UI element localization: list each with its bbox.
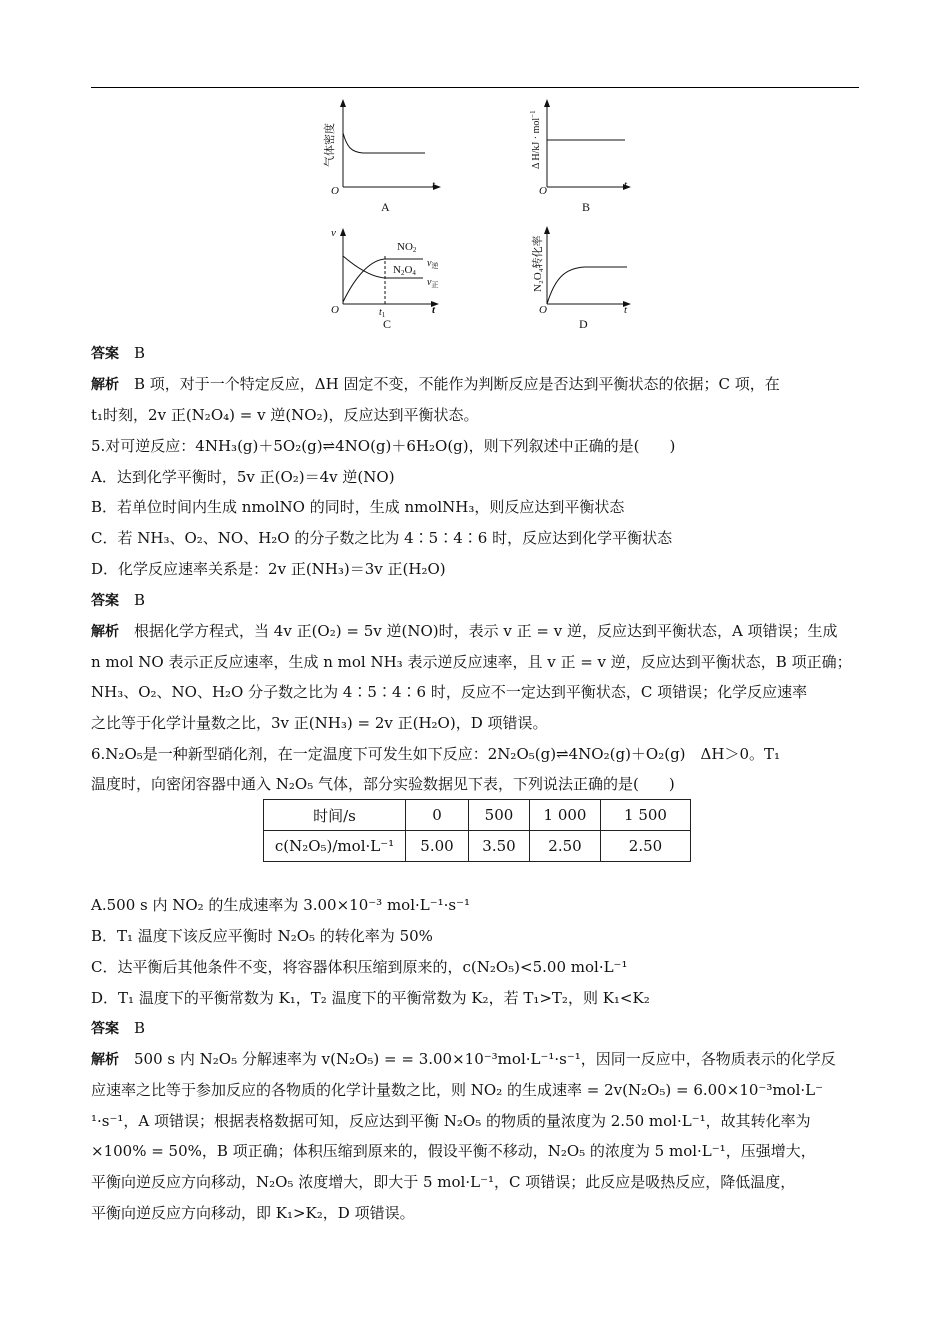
fig-a-y-axis-label: 气体密度 <box>324 123 336 167</box>
analysis-6: 解析 500 s 内 N₂O₅ 分解速率为 v(N₂O₅) = = 3.00×10⁻³mol·L⁻¹·s⁻¹，因同一反应中，各物质表示的化学反 <box>91 1050 836 1068</box>
fig-a-origin: O <box>331 185 339 197</box>
table-row <box>264 831 691 862</box>
figure-d <box>525 222 665 334</box>
fig-c-t1-label: t <box>379 307 382 318</box>
fig-c-no2-sub: 2 <box>412 246 417 254</box>
table-cell: 2.50 <box>601 831 691 862</box>
analysis-5-line-2: n mol NO 表示正反应速率，生成 n mol NH₃ 表示逆反应速率，且 v 正 = v 逆，反应达到平衡状态，B 项正确； <box>91 653 852 671</box>
table-cell: 3.50 <box>469 831 530 862</box>
table-row-label: c(N₂O₅)/mol·L⁻¹ <box>264 831 406 862</box>
table-header: 0 <box>406 800 469 831</box>
fig-c-no2-label: NO <box>397 241 413 253</box>
fig-d-origin: O <box>539 304 547 316</box>
fig-c-v-reverse-label: v <box>427 258 432 269</box>
analysis-5-line-4: 之比等于化学计量数之比，3v 正(NH₃) = 2v 正(H₂O)，D 项错误。 <box>91 714 548 732</box>
analysis-5: 解析 根据化学方程式，当 4v 正(O₂) = 5v 逆(NO)时，表示 v 正 = v 逆，反应达到平衡状态，A 项错误；生成 <box>91 622 838 640</box>
fig-b-y-axis-sup: −1 <box>529 110 537 118</box>
header-rule <box>91 87 859 88</box>
answer-6: 答案 B <box>91 1019 146 1037</box>
fig-b-origin: O <box>539 185 547 197</box>
question-5: 5.对可逆反应：4NH₃(g)＋5O₂(g)⇌4NO(g)＋6H₂O(g)，则下列叙述中正确的是( ) <box>91 437 676 455</box>
figure-c <box>315 222 455 334</box>
table-cell: 2.50 <box>530 831 601 862</box>
q5-option-a: A．达到化学平衡时，5v 正(O₂)＝4v 逆(NO) <box>91 468 395 486</box>
fig-c-v-forward-label: v <box>427 277 432 288</box>
fig-a-x-axis-label: t <box>432 179 436 191</box>
fig-c-t1-sub: 1 <box>381 311 386 319</box>
analysis-6-line-4: ×100% = 50%，B 项正确；体积压缩到原来的，假设平衡不移动，N₂O₅ 的浓度为 5 mol·L⁻¹，压强增大， <box>91 1142 816 1160</box>
fig-d-x-axis-label: t <box>624 304 628 316</box>
svg-text:v正: $v_正$ <box>427 277 439 289</box>
table-header: 1 000 <box>530 800 601 831</box>
q5-option-c: C．若 NH₃、O₂、NO、H₂O 的分子数之比为 4∶5∶4∶6 时，反应达到化学平衡状态 <box>91 529 673 547</box>
fig-d-caption: D <box>579 317 588 331</box>
q6-option-a: A.500 s 内 NO₂ 的生成速率为 3.00×10⁻³ mol·L⁻¹·s⁻¹ <box>91 896 471 914</box>
table-header: 500 <box>469 800 530 831</box>
fig-b-y-axis-label: Δ H/kJ · mol <box>531 117 542 169</box>
fig-b-x-axis-label: t <box>624 179 628 191</box>
svg-text:Δ H/kJ · mol−1 <box>529 110 542 169</box>
svg-text:v逆: $v_逆$ <box>427 258 439 270</box>
fig-b-caption: B <box>582 200 591 214</box>
question-6: 6.N₂O₅是一种新型硝化剂，在一定温度下可发生如下反应：2N₂O₅(g)⇌4NO₂(g)＋O₂(g) ΔH＞0。T₁ <box>91 745 781 763</box>
q6-option-c: C．达平衡后其他条件不变，将容器体积压缩到原来的，c(N₂O₅)<5.00 mol·L⁻¹ <box>91 958 628 976</box>
fig-c-x-axis-label: t <box>432 304 436 316</box>
fig-a-caption: A <box>381 200 390 214</box>
fig-d-y-axis-label: N₂O₄转化率 <box>532 235 544 292</box>
table-cell: 5.00 <box>406 831 469 862</box>
analysis-6-line-3: ¹·s⁻¹，A 项错误；根据表格数据可知，反应达到平衡 N₂O₅ 的物质的量浓度为 2.50 mol·L⁻¹，故其转化率为 <box>91 1112 811 1130</box>
q6-option-d: D．T₁ 温度下的平衡常数为 K₁，T₂ 温度下的平衡常数为 K₂，若 T₁>T₂，则 K₁<K₂ <box>91 989 650 1007</box>
table-row <box>264 800 691 831</box>
data-table <box>263 799 691 862</box>
q5-option-b: B．若单位时间内生成 nmolNO 的同时，生成 nmolNH₃，则反应达到平衡状态 <box>91 498 625 516</box>
analysis-1-line-2: t₁时刻，2v 正(N₂O₄) = v 逆(NO₂)，反应达到平衡状态。 <box>91 406 479 424</box>
fig-c-y-axis-label: v <box>331 227 336 239</box>
answer-5: 答案 B <box>91 591 146 609</box>
svg-text:NO2 <box>397 241 417 254</box>
question-6-line-2: 温度时，向密闭容器中通入 N₂O₅ 气体，部分实验数据见下表，下列说法正确的是( ) <box>91 775 675 793</box>
answer-1: 答案 B <box>91 344 146 362</box>
analysis-6-line-2: 应速率之比等于参加反应的各物质的化学计量数之比，则 NO₂ 的生成速率 = 2v(N₂O₅) = 6.00×10⁻³mol·L⁻ <box>91 1081 824 1099</box>
analysis-1: 解析 B 项，对于一个特定反应，ΔH 固定不变，不能作为判断反应是否达到平衡状态的依据；C 项，在 <box>91 375 780 393</box>
q5-option-d: D．化学反应速率关系是：2v 正(NH₃)＝3v 正(H₂O) <box>91 560 446 578</box>
analysis-6-line-6: 平衡向逆反应方向移动，即 K₁>K₂，D 项错误。 <box>91 1204 415 1222</box>
q6-option-b: B．T₁ 温度下该反应平衡时 N₂O₅ 的转化率为 50% <box>91 927 433 945</box>
fig-c-origin: O <box>331 304 339 316</box>
svg-text:N2O4: N2O4 <box>393 264 416 277</box>
table-header: 1 500 <box>601 800 691 831</box>
fig-c-n2o4-label: N <box>393 264 401 276</box>
table-header: 时间/s <box>264 800 406 831</box>
fig-c-caption: C <box>383 317 392 331</box>
analysis-5-line-3: NH₃、O₂、NO、H₂O 分子数之比为 4∶5∶4∶6 时，反应不一定达到平衡状态，C 项错误；化学反应速率 <box>91 683 808 701</box>
figure-a <box>315 95 455 215</box>
figure-b <box>525 95 665 215</box>
analysis-6-line-5: 平衡向逆反应方向移动，N₂O₅ 浓度增大，即大于 5 mol·L⁻¹，C 项错误；此反应是吸热反应，降低温度， <box>91 1173 796 1191</box>
